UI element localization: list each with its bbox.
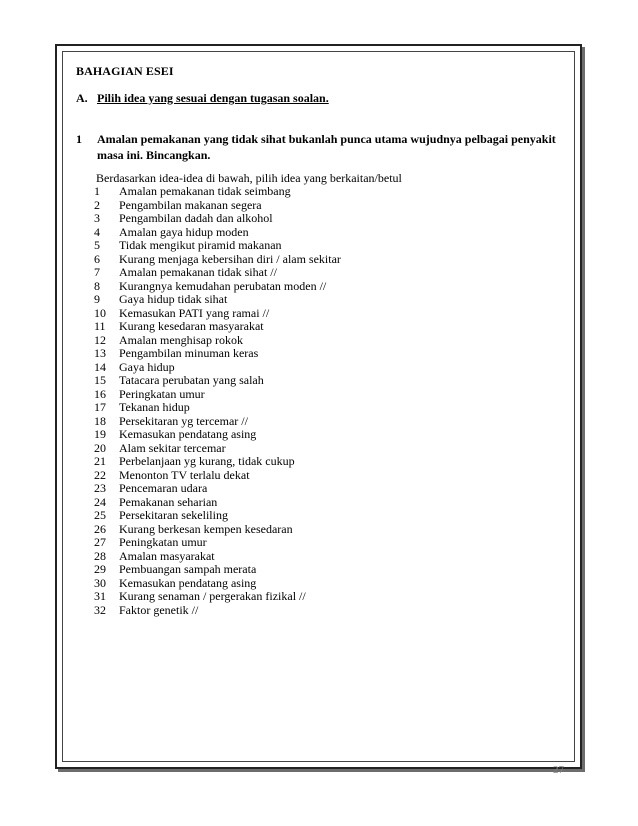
- idea-number: 9: [94, 292, 100, 306]
- idea-text: Faktor genetik //: [119, 602, 199, 617]
- idea-number: 18: [94, 413, 106, 428]
- sub-section-title: [76, 91, 329, 106]
- idea-text: Amalan menghisap rokok: [119, 332, 243, 347]
- idea-text: Pencemaran udara: [119, 481, 208, 495]
- section-title: BAHAGIAN ESEI: [76, 64, 174, 78]
- idea-number: 16: [94, 386, 106, 401]
- page-number: 27: [553, 764, 564, 776]
- idea-item: [94, 374, 341, 388]
- idea-item: [94, 496, 341, 510]
- idea-text: Pembuangan sampah merata: [119, 562, 257, 576]
- idea-item: [94, 266, 341, 280]
- idea-text: Kurangnya kemudahan perubatan moden //: [119, 278, 327, 293]
- idea-text: Kemasukan PATI yang ramai //: [119, 305, 270, 320]
- idea-number: 21: [94, 454, 106, 468]
- idea-text: Kemasukan pendatang asing: [119, 575, 257, 590]
- idea-item: [94, 455, 341, 469]
- idea-item: [94, 550, 341, 564]
- idea-text: Gaya hidup tidak sihat: [119, 292, 228, 306]
- question: [76, 131, 556, 163]
- idea-text: Amalan gaya hidup moden: [119, 224, 249, 239]
- idea-item: [94, 428, 341, 442]
- idea-text: Amalan pemakanan tidak seimbang: [119, 184, 291, 198]
- idea-number: 13: [94, 346, 106, 360]
- idea-text: Persekitaran sekeliling: [119, 508, 228, 522]
- idea-number: 22: [94, 467, 106, 482]
- question-number: 1: [76, 132, 82, 146]
- idea-item: [94, 536, 341, 550]
- idea-number: 14: [94, 359, 106, 374]
- idea-item: [94, 185, 341, 199]
- idea-number: 25: [94, 508, 106, 522]
- idea-text: Alam sekitar tercemar: [119, 440, 226, 455]
- idea-item: [94, 361, 341, 375]
- idea-number: 3: [94, 211, 100, 225]
- idea-number: 8: [94, 278, 100, 293]
- idea-item: [94, 509, 341, 523]
- idea-text: Pemakanan seharian: [119, 494, 218, 509]
- idea-item: [94, 334, 341, 348]
- idea-text: Tatacara perubatan yang salah: [119, 373, 264, 387]
- idea-text: Kemasukan pendatang asing: [119, 427, 257, 441]
- idea-text: Peningkatan umur: [119, 535, 207, 549]
- idea-item: [94, 415, 341, 429]
- idea-text: Persekitaran yg tercemar //: [119, 413, 248, 428]
- idea-text: Kurang menjaga kebersihan diri / alam sekitar: [119, 251, 341, 266]
- idea-number: 23: [94, 481, 106, 495]
- idea-text: Menonton TV terlalu dekat: [119, 467, 250, 482]
- idea-number: 20: [94, 440, 106, 455]
- idea-item: [94, 577, 341, 591]
- idea-number: 11: [94, 319, 106, 333]
- idea-number: 27: [94, 535, 106, 549]
- idea-item: [94, 563, 341, 577]
- idea-number: 29: [94, 562, 106, 576]
- idea-item: [94, 347, 341, 361]
- idea-number: 19: [94, 427, 106, 441]
- idea-item: [94, 523, 341, 537]
- idea-number: 10: [94, 305, 106, 320]
- idea-item: [94, 320, 341, 334]
- idea-number: 26: [94, 521, 106, 536]
- idea-item: [94, 226, 341, 240]
- idea-text: Pengambilan dadah dan alkohol: [119, 211, 273, 225]
- idea-item: [94, 388, 341, 402]
- ideas-list: [94, 185, 341, 617]
- idea-text: Pengambilan makanan segera: [119, 197, 262, 212]
- idea-item: [94, 212, 341, 226]
- idea-item: [94, 401, 341, 415]
- idea-number: 2: [94, 197, 100, 212]
- idea-number: 4: [94, 224, 100, 239]
- idea-item: [94, 293, 341, 307]
- ideas-intro: Berdasarkan idea-idea di bawah, pilih idea yang berkaitan/betul: [96, 171, 402, 185]
- idea-text: Kurang senaman / pergerakan fizikal //: [119, 589, 306, 603]
- idea-item: [94, 590, 341, 604]
- idea-item: [94, 482, 341, 496]
- idea-text: Gaya hidup: [119, 359, 175, 374]
- idea-item: [94, 199, 341, 213]
- idea-text: Tidak mengikut piramid makanan: [119, 238, 282, 252]
- idea-item: [94, 280, 341, 294]
- idea-item: [94, 307, 341, 321]
- idea-number: 6: [94, 251, 100, 266]
- idea-text: Pengambilan minuman keras: [119, 346, 259, 360]
- idea-number: 12: [94, 332, 106, 347]
- idea-text: Amalan masyarakat: [119, 548, 215, 563]
- idea-item: [94, 253, 341, 267]
- idea-text: Kurang kesedaran masyarakat: [119, 319, 264, 333]
- idea-number: 17: [94, 400, 106, 414]
- idea-number: 1: [94, 184, 100, 198]
- idea-text: Perbelanjaan yg kurang, tidak cukup: [119, 454, 295, 468]
- idea-item: [94, 604, 341, 618]
- sub-section-letter: A.: [76, 91, 88, 105]
- idea-text: Amalan pemakanan tidak sihat //: [119, 265, 277, 279]
- idea-item: [94, 239, 341, 253]
- idea-number: 28: [94, 548, 106, 563]
- idea-number: 30: [94, 575, 106, 590]
- idea-text: Kurang berkesan kempen kesedaran: [119, 521, 293, 536]
- idea-number: 24: [94, 494, 106, 509]
- idea-number: 31: [94, 589, 106, 603]
- sub-section-text: Pilih idea yang sesuai dengan tugasan soalan.: [97, 91, 329, 105]
- idea-number: 32: [94, 602, 106, 617]
- idea-number: 7: [94, 265, 100, 279]
- idea-item: [94, 469, 341, 483]
- idea-text: Peringkatan umur: [119, 386, 205, 401]
- idea-number: 5: [94, 238, 100, 252]
- idea-item: [94, 442, 341, 456]
- question-text: Amalan pemakanan yang tidak sihat bukanlah punca utama wujudnya pelbagai penyakit masa ini. Bincangkan.: [97, 132, 556, 162]
- idea-number: 15: [94, 373, 106, 387]
- idea-text: Tekanan hidup: [119, 400, 190, 414]
